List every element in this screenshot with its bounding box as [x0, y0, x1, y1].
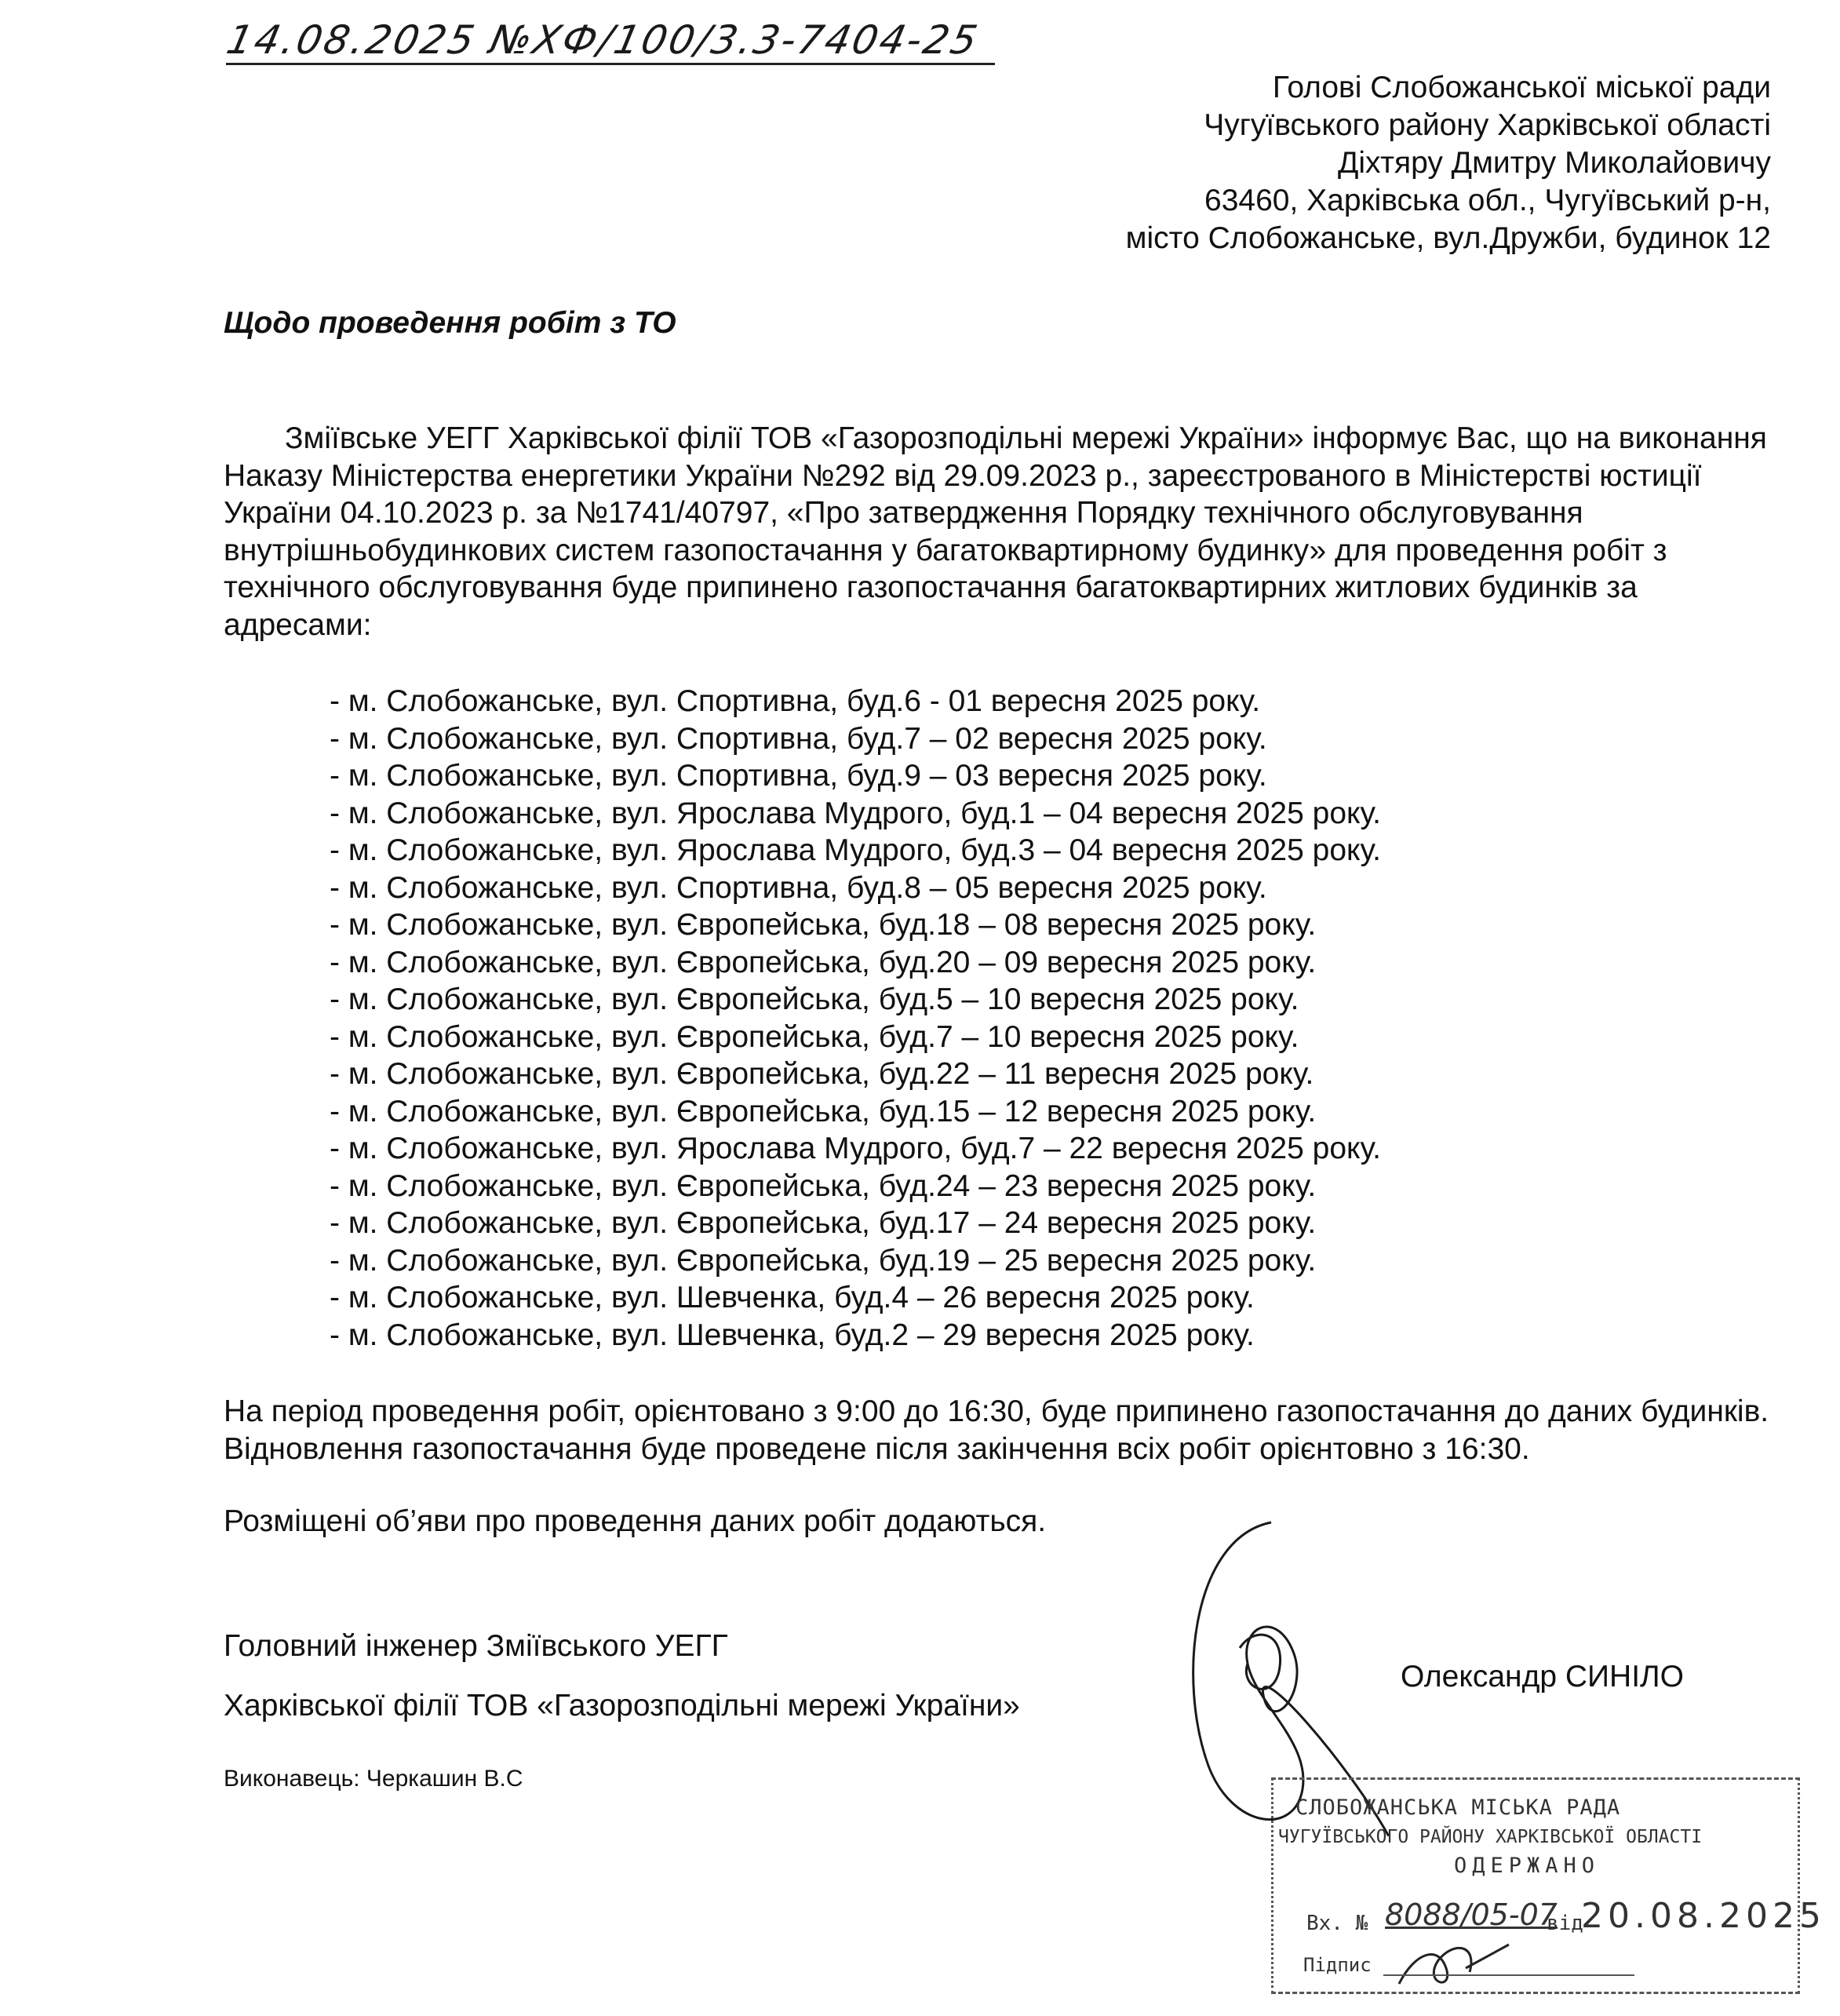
addressee-line: Діхтяру Дмитру Миколайовичу [1337, 146, 1771, 180]
address-item: - м. Слобожанське, вул. Європейська, буд.18 – 08 вересня 2025 року. [330, 908, 1317, 942]
address-item: - м. Слобожанське, вул. Європейська, буд.22 – 11 вересня 2025 року. [330, 1057, 1314, 1091]
address-item: - м. Слобожанське, вул. Європейська, буд.24 – 23 вересня 2025 року. [330, 1168, 1317, 1203]
address-item: - м. Слобожанське, вул. Спортивна, буд.7 – 02 вересня 2025 року. [330, 721, 1267, 756]
body-paragraph [224, 420, 1777, 643]
addressee-line: місто Слобожанське, вул.Дружби, будинок 12 [1125, 221, 1771, 255]
address-item: - м. Слобожанське, вул. Ярослава Мудрого, буд.7 – 22 вересня 2025 року. [330, 1132, 1381, 1165]
signatory-position [224, 1617, 1020, 1736]
address-item: - м. Слобожанське, вул. Європейська, буд.5 – 10 вересня 2025 року. [330, 982, 1299, 1016]
address-item: - м. Слобожанське, вул. Європейська, буд.17 – 24 вересня 2025 року. [330, 1206, 1317, 1240]
body-text: Зміївське УЕГГ Харківської філії ТОВ «Газорозподільні мережі України» інформує Вас, що на виконання Наказу Міністерства енергетики України №292 від 29.09.2023 р., зареєстрованого в Міністерстві юстиції України 04.10.2023 р. за №1741/40797, «Про затвердження Порядку технічного обслуговування внутрішньобудинкових систем газопостачання у багатоквартирному будинку» для проведення робіт з технічного обслуговування буде припинено газопостачання багатоквартирних житлових будинків за адресами: [224, 421, 1767, 642]
addressee-line: Голові Слобожанської міської ради [1272, 71, 1771, 104]
address-list [330, 683, 1381, 1354]
address-item: - м. Слобожанське, вул. Європейська, буд.7 – 10 вересня 2025 року. [330, 1019, 1299, 1054]
address-item: - м. Слобожанське, вул. Спортивна, буд.9 – 03 вересня 2025 року. [330, 759, 1267, 793]
addressee-line: 63460, Харківська обл., Чугуївський р-н, [1204, 184, 1771, 217]
stamp-sign-label: Підпис [1303, 1954, 1372, 1976]
address-item: - м. Слобожанське, вул. Ярослава Мудрого, буд.3 – 04 вересня 2025 року. [330, 833, 1381, 867]
stamp-signature-mark [1391, 1937, 1517, 1992]
handwritten-underline [226, 63, 995, 65]
executor-line: Виконавець: Черкашин В.С [224, 1766, 523, 1792]
signatory-name: Олександр СИНІЛО [1401, 1660, 1684, 1693]
address-item: - м. Слобожанське, вул. Європейська, буд.20 – 09 вересня 2025 року. [330, 945, 1317, 979]
stamp-signature-line [1383, 1974, 1634, 1976]
stamp-from-label: від [1547, 1912, 1583, 1935]
address-item: - м. Слобожанське, вул. Спортивна, буд.8 – 05 вересня 2025 року. [330, 870, 1267, 905]
handwritten-registration-note: 14.08.2025 №ХФ/100/3.3-7404-25 [222, 17, 984, 63]
subject-line: Щодо проведення робіт з ТО [224, 306, 676, 340]
stamp-council-name: СЛОБОЖАНСЬКА МІСЬКА РАДА [1295, 1795, 1621, 1820]
address-item: - м. Слобожанське, вул. Спортивна, буд.6 - 01 вересня 2025 року. [330, 684, 1261, 718]
stamp-incoming-number: 8088/05-07 [1385, 1898, 1558, 1932]
address-item: - м. Слобожанське, вул. Шевченка, буд.2 – 29 вересня 2025 року. [330, 1318, 1255, 1352]
address-item: - м. Слобожанське, вул. Європейська, буд.19 – 25 вересня 2025 року. [330, 1243, 1317, 1278]
stamp-received-label: ОДЕРЖАНО [1454, 1854, 1601, 1878]
stamp-date: 20.08.2025 [1581, 1896, 1826, 1936]
signatory-position-line: Харківської філії ТОВ «Газорозподільні мережі України» [224, 1689, 1020, 1723]
address-item: - м. Слобожанське, вул. Шевченка, буд.4 – 26 вересня 2025 року. [330, 1281, 1255, 1314]
stamp-incoming-label: Вх. № [1306, 1912, 1368, 1935]
addressee-block [1126, 69, 1771, 257]
registration-stamp [1271, 1777, 1826, 1994]
work-period-paragraph: На період проведення робіт, орієнтовано з 9:00 до 16:30, буде припинено газопостачання до даних будинків. Відновлення газопостачання буде проведене після закінчення всіх робіт орієнтовно з 16:30. [224, 1394, 1769, 1466]
attachment-note: Розміщені об’яви про проведення даних робіт додаються. [224, 1504, 1047, 1538]
signatory-position-line: Головний інженер Зміївського УЕГГ [224, 1629, 728, 1663]
addressee-line: Чугуївського району Харківської області [1204, 108, 1771, 142]
address-item: - м. Слобожанське, вул. Ярослава Мудрого, буд.1 – 04 вересня 2025 року. [330, 796, 1381, 830]
stamp-district-name: ЧУГУЇВСЬКОГО РАЙОНУ ХАРКІВСЬКОЇ ОБЛАСТІ [1278, 1827, 1703, 1847]
address-item: - м. Слобожанське, вул. Європейська, буд.15 – 12 вересня 2025 року. [330, 1094, 1317, 1128]
